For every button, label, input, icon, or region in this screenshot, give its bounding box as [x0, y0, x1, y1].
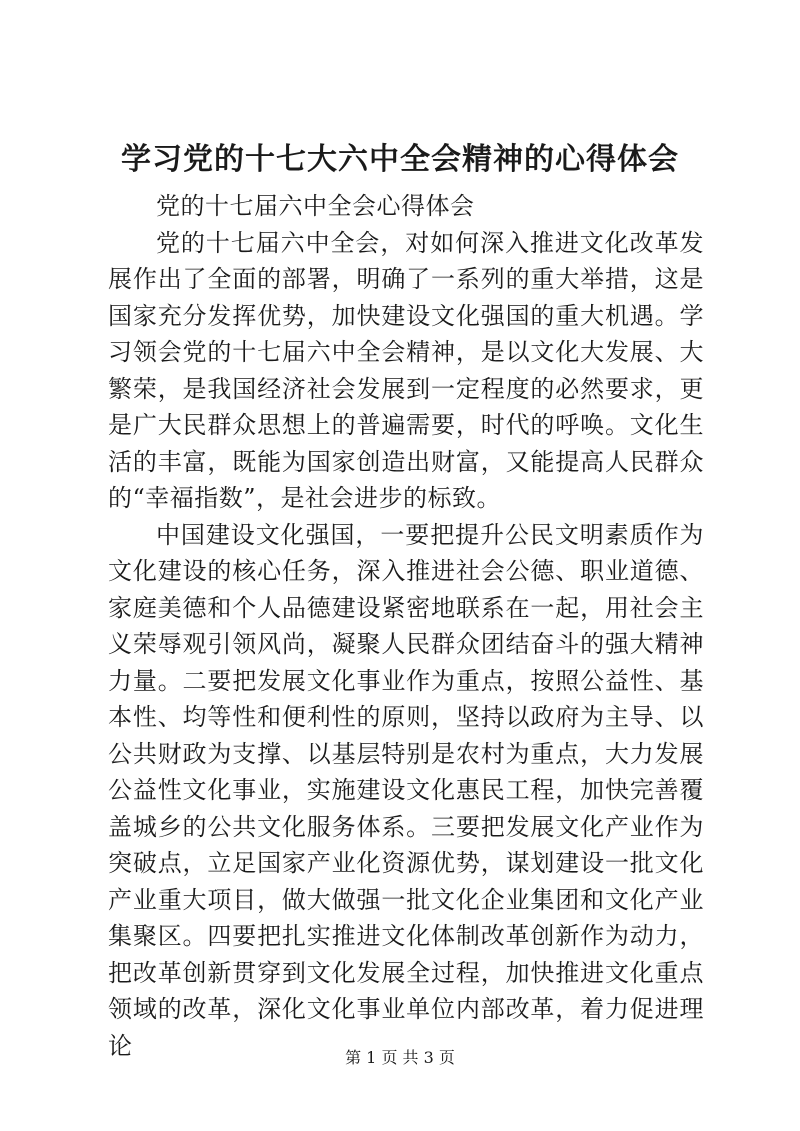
paragraph: 党的十七届六中全会，对如何深入推进文化改革发展作出了全面的部署，明确了一系列的重大举措，这是国家充分发挥优势，加快建设文化强国的重大机遇。学习领会党的十七届六中全会精神，是以文化大发展、大繁荣，是我国经济社会发展到一定程度的必然要求，更是广大民群众思想上的普遍需要，时代的呼唤。文化生活的丰富，既能为国家创造出财富，又能提高人民群众的“幸福指数”，是社会进步的标致。	[108, 228, 704, 512]
paragraph-subtitle: 党的十七届六中全会心得体会	[156, 192, 475, 220]
page-number: 第 1 页 共 3 页	[345, 1048, 455, 1067]
document-title: 学习党的十七大六中全会精神的心得体会	[121, 142, 679, 177]
document-body	[108, 188, 704, 1064]
paragraph: 中国建设文化强国，一要把提升公民文明素质作为文化建设的核心任务，深入推进社会公德、职业道德、家庭美德和个人品德建设紧密地联系在一起，用社会主义荣辱观引领风尚，凝聚人民群众团结奋斗的强大精神力量。二要把发展文化事业作为重点，按照公益性、基本性、均等性和便利性的原则，坚持以政府为主导、以公共财政为支撑、以基层特别是农村为重点，大力发展公益性文化事业，实施建设文化惠民工程，加快完善覆盖城乡的公共文化服务体系。三要把发展文化产业作为突破点，立足国家产业化资源优势，谋划建设一批文化产业重大项目，做大做强一批文化企业集团和文化产业集聚区。四要把扎实推进文化体制改革创新作为动力，把改革创新贯穿到文化发展全过程，加快推进文化重点领域的改革，深化文化事业单位内部改革，着力促进理论	[108, 520, 704, 1060]
